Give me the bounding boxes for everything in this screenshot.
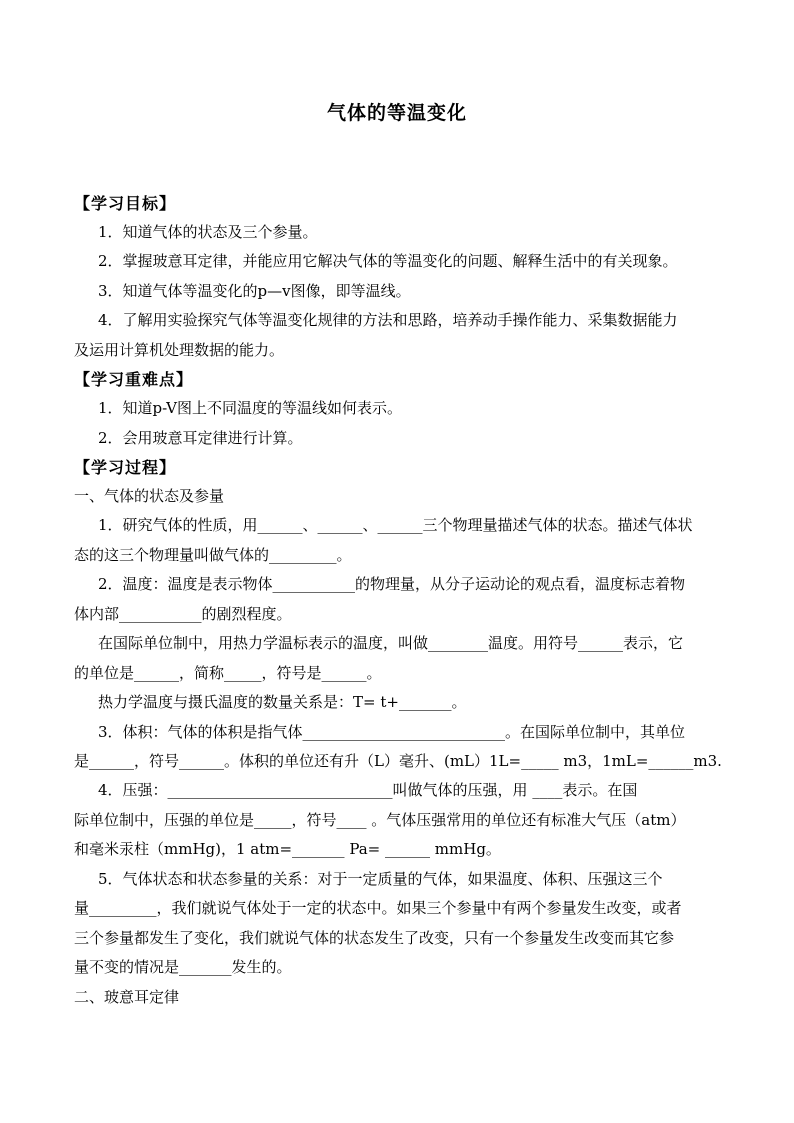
goal-item: 1．知道气体的状态及三个参量。: [98, 223, 318, 241]
text-line: 2．温度：温度是表示物体___________的物理量，从分子运动论的观点看，温度标志着物: [98, 575, 686, 593]
text-line: 3．体积：气体的体积是指气体___________________________。在国际单位制中，其单位: [98, 723, 686, 741]
text-line: 体内部___________的剧烈程度。: [74, 605, 292, 623]
text-line: 1．研究气体的性质，用______、______、______三个物理量描述气体的状态。描述气体状: [98, 516, 693, 534]
text-line: 和毫米汞柱（mmHg)，1 atm=_______ Pa= ______ mmHg。: [74, 840, 501, 858]
keypoint-item: 1．知道p-V图上不同温度的等温线如何表示。: [98, 399, 402, 417]
goal-item: 2．掌握玻意耳定律，并能应用它解决气体的等温变化的问题、解释生活中的有关现象。: [98, 252, 678, 270]
text-line: 量不变的情况是_______发生的。: [74, 958, 292, 976]
text-line: 在国际单位制中，用热力学温标表示的温度，叫做________温度。用符号______表示，它: [98, 634, 684, 652]
goal-item: 3．知道气体等温变化的p—v图像，即等温线。: [98, 282, 411, 300]
text-line: 热力学温度与摄氏温度的数量关系是：T= t+_______。: [98, 693, 467, 711]
part2-heading: 二、玻意耳定律: [74, 988, 180, 1006]
text-line: 量_________，我们就说气体处于一定的状态中。如果三个参量中有两个参量发生改变，或者: [74, 899, 682, 917]
text-line: 5．气体状态和状态参量的关系：对于一定质量的气体，如果温度、体积、压强这三个: [98, 870, 663, 888]
keypoints-heading: 【学习重难点】: [74, 370, 194, 389]
goals-heading: 【学习目标】: [74, 194, 177, 213]
text-line: 是______，符号______。体积的单位还有升（L）毫升、(mL）1L=_____ m3，1mL=______m3.: [74, 752, 722, 770]
process-heading: 【学习过程】: [74, 458, 177, 477]
page-title: 气体的等温变化: [326, 102, 467, 124]
text-line: 4．压强：______________________________叫做气体的压强，用 ____表示。在国: [98, 781, 638, 799]
goal-item-continued: 及运用计算机处理数据的能力。: [74, 341, 285, 359]
text-line: 态的这三个物理量叫做气体的_________。: [74, 546, 352, 564]
part1-heading: 一、气体的状态及参量: [74, 487, 225, 505]
goal-item: 4．了解用实验探究气体等温变化规律的方法和思路，培养动手操作能力、采集数据能力: [98, 311, 678, 329]
text-line: 的单位是______，简称_____，符号是______。: [74, 664, 382, 682]
text-line: 三个参量都发生了变化，我们就说气体的状态发生了改变，只有一个参量发生改变而其它参: [74, 929, 675, 947]
keypoint-item: 2．会用玻意耳定律进行计算。: [98, 429, 303, 447]
text-line: 际单位制中，压强的单位是_____，符号____ 。气体压强常用的单位还有标准大气压（atm）: [74, 811, 686, 829]
